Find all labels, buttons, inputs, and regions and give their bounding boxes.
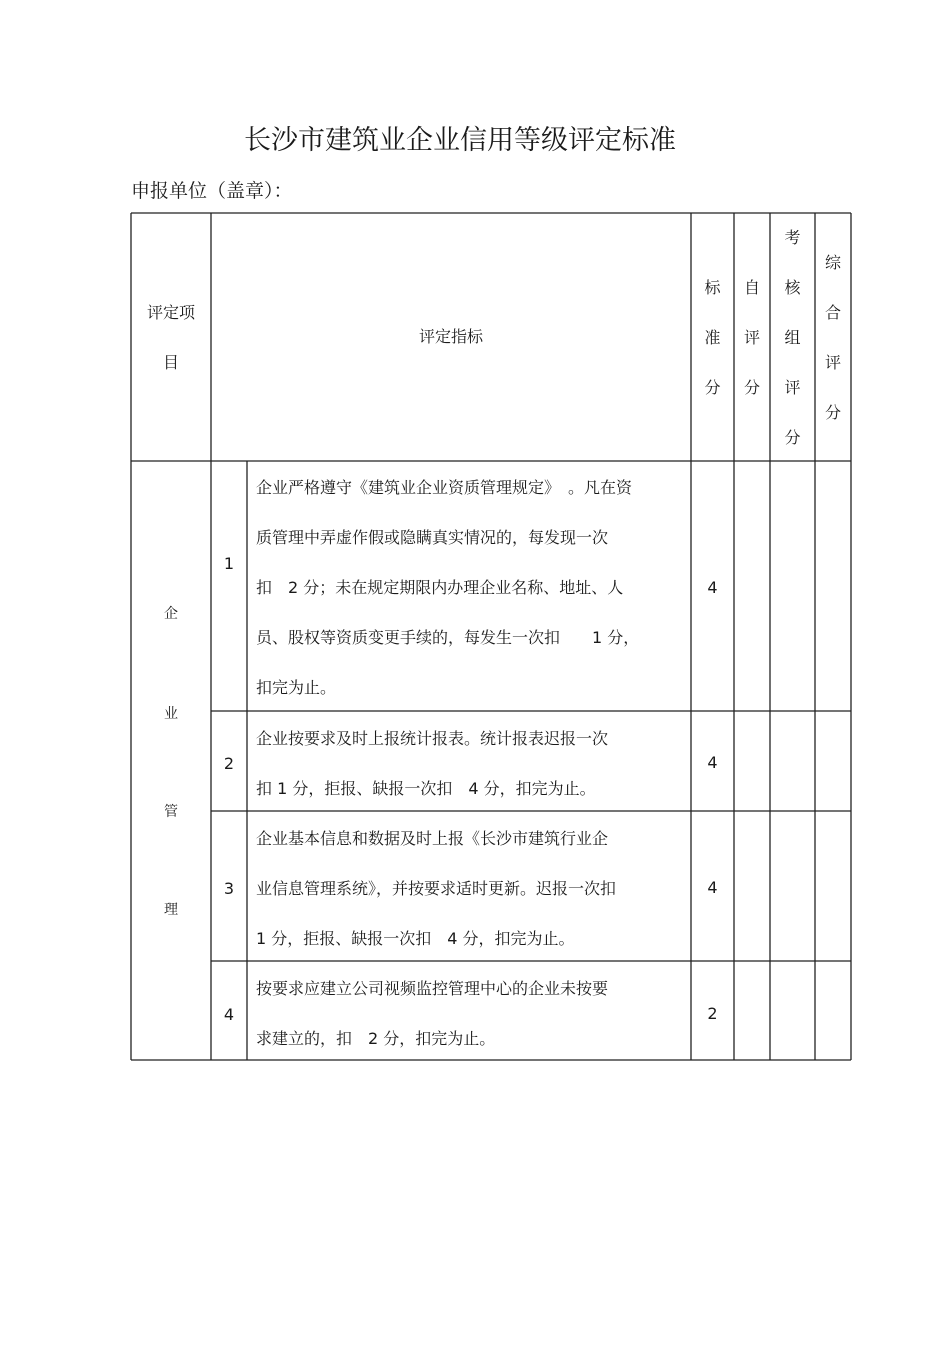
row-3-line-1: 企业基本信息和数据及时上报《长沙市建筑行业企 (256, 829, 609, 848)
row-1-line-4: 员、股权等资质变更手续的，每发生一次扣 1 分， (256, 628, 640, 647)
row-number: 1 (223, 554, 235, 573)
row-1-line-5: 扣完为止。 (256, 678, 337, 697)
row-number: 2 (223, 754, 235, 773)
header-total-score: 综 合 评 分 (824, 253, 841, 422)
category-label: 企 业 管 理 (164, 606, 178, 918)
row-1-line-3: 扣 2 分；未在规定期限内办理企业名称、地址、人 (256, 578, 624, 597)
header-item: 评定项 目 (146, 303, 195, 372)
header-std-score: 标 准 分 (704, 278, 721, 397)
page-title: 长沙市建筑业企业信用等级评定标准 (244, 125, 676, 156)
row-4-line-1: 按要求应建立公司视频监控管理中心的企业未按要 (256, 979, 609, 998)
header-indicator: 评定指标 (418, 327, 483, 346)
row-2-line-1: 企业按要求及时上报统计报表。统计报表迟报一次 (256, 729, 609, 748)
row-1-line-2: 质管理中弄虚作假或隐瞒真实情况的，每发现一次 (256, 528, 609, 547)
row-std-score: 4 (707, 578, 718, 597)
row-number: 4 (223, 1005, 235, 1024)
row-2-line-2: 扣 1 分，拒报、缺报一次扣 4 分，扣完为止。 (256, 779, 596, 798)
header-panel-score: 考 核 组 评 分 (784, 228, 801, 447)
row-4-line-2: 求建立的，扣 2 分，扣完为止。 (256, 1029, 496, 1048)
row-3-line-2: 业信息管理系统》，并按要求适时更新。迟报一次扣 (256, 879, 617, 898)
row-std-score: 4 (707, 878, 718, 897)
row-1-line-1: 企业严格遵守《建筑业企业资质管理规定》 。凡在资 (256, 478, 633, 497)
row-number: 3 (223, 879, 235, 898)
row-std-score: 4 (707, 753, 718, 772)
row-std-score: 2 (707, 1004, 718, 1023)
row-3-line-3: 1 分，拒报、缺报一次扣 4 分，扣完为止。 (256, 929, 575, 948)
applicant-label: 申报单位（盖章）： (131, 180, 293, 202)
header-self-score: 自 评 分 (743, 278, 760, 397)
